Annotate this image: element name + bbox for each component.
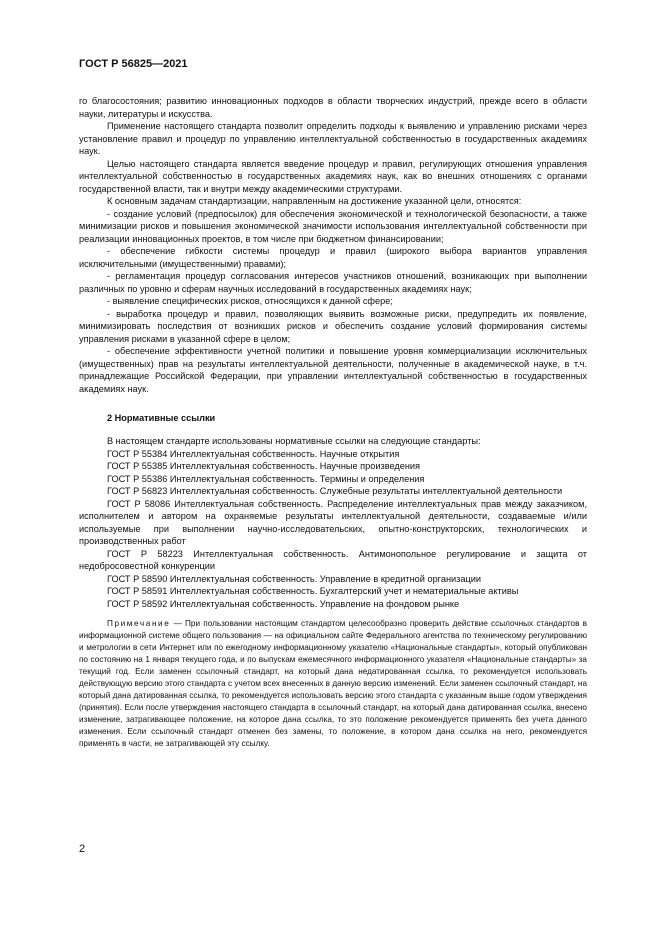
- paragraph: го благосостояния; развитию инновационных подходов в области творческих индустрий, прежде всего в области науки, литературы и искусства.: [79, 96, 587, 119]
- note-paragraph: [79, 618, 587, 750]
- list-item: - выработка процедур и правил, позволяющих выявить возможные риски, предупредить их появление, минимизировать последствия от возникших рисков и обеспечить создание условий формирования системы управления рисками в указанной сфере в целом;: [79, 308, 587, 344]
- page-body: [79, 95, 587, 750]
- page-number: 2: [79, 843, 86, 855]
- reference-item: ГОСТ Р 55384 Интеллектуальная собственность. Научные открытия: [107, 448, 400, 459]
- reference-item: ГОСТ Р 58086 Интеллектуальная собственность. Распределение интеллектуальных прав между заказчиком, исполнителем и автором на охраняемые результаты интеллектуальной деятельности, создаваемые и/или используемые при выполнении научно-исследовательских, опытно-конструкторских, технологических и производственных работ: [79, 498, 587, 546]
- reference-item: ГОСТ Р 58590 Интеллектуальная собственность. Управление в кредитной организации: [107, 573, 481, 584]
- list-item: - обеспечение эффективности учетной политики и повышение уровня коммерциализации исключительных (имущественных) прав на результаты интеллектуальной деятельности, полученные в академической науке, в т.ч. принадлежащие Российской Федерации, при управлении интеллектуальной собственностью в государственных академиях наук.: [79, 346, 587, 394]
- note-label: Примечание: [107, 619, 171, 628]
- list-item: - выявление специфических рисков, относящихся к данной сфере;: [107, 296, 393, 306]
- reference-item: ГОСТ Р 55386 Интеллектуальная собственность. Термины и определения: [107, 473, 425, 484]
- list-item: - регламентация процедур согласования интересов участников отношений, возникающих при выполнении различных по уровню и сферам научных исследований в государственных академиях наук;: [79, 271, 587, 294]
- note-block: [79, 618, 587, 750]
- reference-item: ГОСТ Р 58591 Интеллектуальная собственность. Бухгалтерский учет и нематериальные активы: [107, 586, 519, 596]
- reference-item: ГОСТ Р 56823 Интеллектуальная собственность. Служебные результаты интеллектуальной деятельности: [107, 486, 563, 496]
- list-item: - обеспечение гибкости системы процедур и правил (широкого выбора вариантов управления исключительными (имущественными) правами);: [79, 246, 587, 269]
- paragraph: Целью настоящего стандарта является введение процедур и правил, регулирующих отношения управления интеллектуальной собственностью в государственных академиях наук, как во внешних отношениях с органами государственной власти, так и внутри между академическими структурами.: [79, 158, 587, 194]
- reference-item: ГОСТ Р 58592 Интеллектуальная собственность. Управление на фондовом рынке: [107, 598, 460, 609]
- reference-item: ГОСТ Р 55385 Интеллектуальная собственность. Научные произведения: [107, 461, 421, 471]
- document-header: ГОСТ Р 56825—2021: [79, 58, 188, 70]
- paragraph: Применение настоящего стандарта позволит определить подходы к выявлению и управлению рисками через установление правил и процедур по управлению интеллектуальной собственностью в государственных академиях наук.: [79, 121, 587, 156]
- section-title: 2 Нормативные ссылки: [107, 413, 216, 423]
- note-text: — При пользовании настоящим стандартом целесообразно проверить действие ссылочных стандартов в информационной системе общего пользования — на официальном сайте Федерального агентства по техническому регулированию и метрологии в сети Интернет или по ежегодному информационному указателю «Национальные стандарты», который опубликован по состоянию на 1 января текущего года, и по выпускам ежемесячного информационного указателя «Национальные стандарты» за текущий год. Если заменен ссылочный стандарт, на который дана недатированная ссылка, то рекомендуется использовать действующую версию этого стандарта с учетом всех внесенных в данную версию изменений. Если заменен ссылочный стандарт, на который дана датированная ссылка, то рекомендуется использовать версию этого стандарта с указанным выше годом утверждения (принятия). Если после утверждения настоящего стандарта в ссылочный стандарт, на который дана датированная ссылка, внесено изменение, затрагивающее положение, на которое дана ссылка, то это положение рекомендуется применять без учета данного изменения. Если ссылочный стандарт отменен без замены, то положение, в котором дана ссылка на него, рекомендуется применять в части, не затрагивающей эту ссылку.: [79, 619, 587, 748]
- reference-item: ГОСТ Р 58223 Интеллектуальная собственность. Антимонопольное регулирование и защита от недобросовестной конкуренции: [79, 548, 587, 571]
- list-item: - создание условий (предпосылок) для обеспечения экономической и технологической безопасности, а также минимизации рисков и повышения экономической значимости использования интеллектуальной собственности при реализации инновационных проектов, в том числе при бюджетном финансировании;: [79, 208, 587, 244]
- paragraph: К основным задачам стандартизации, направленным на достижение указанной цели, относятся:: [107, 196, 522, 206]
- section-intro: В настоящем стандарте использованы нормативные ссылки на следующие стандарты:: [107, 436, 481, 446]
